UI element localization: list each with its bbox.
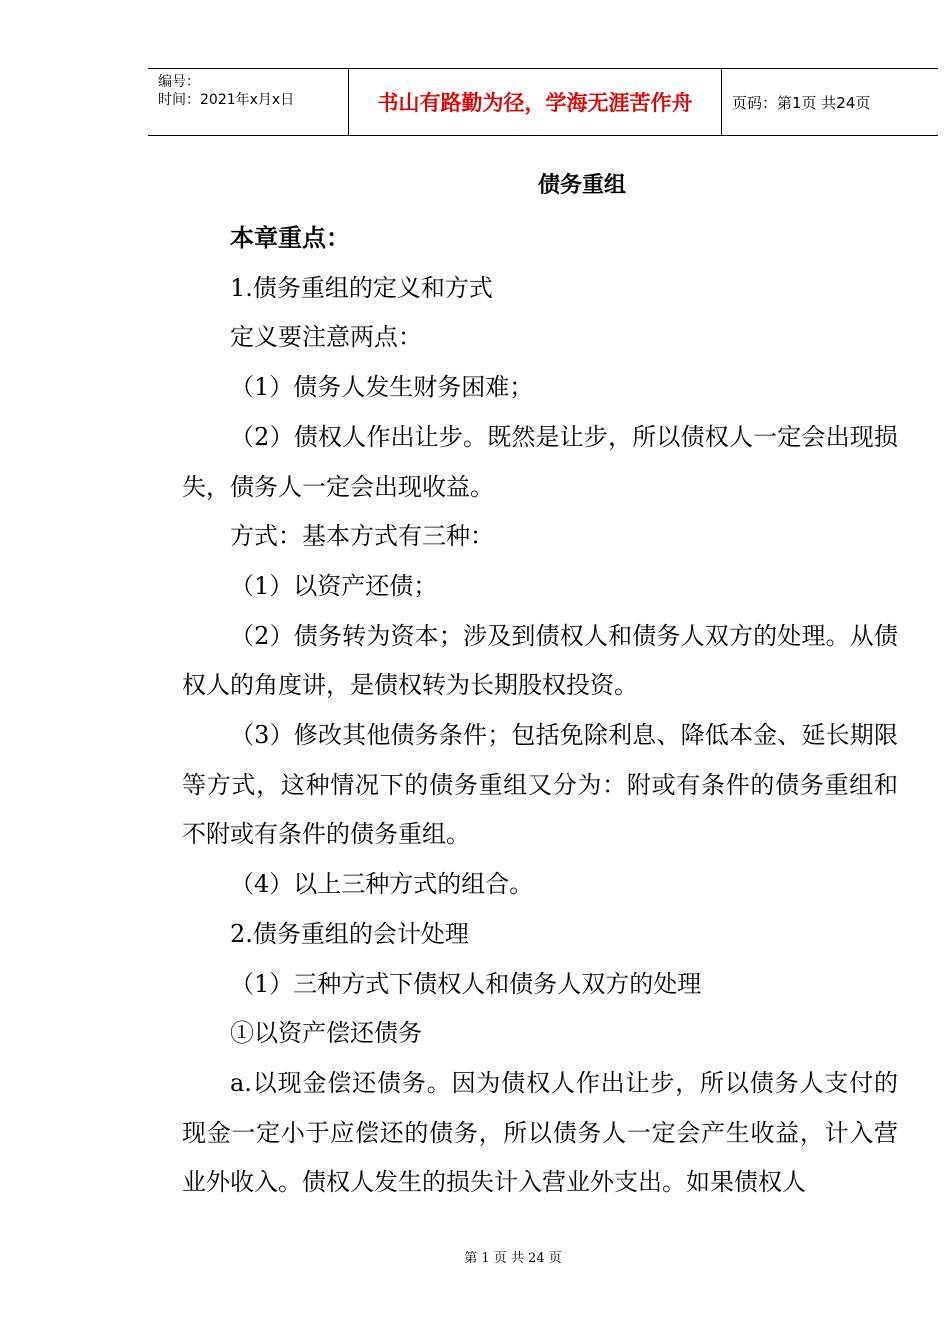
paragraph: 2.债务重组的会计处理 bbox=[230, 919, 469, 948]
page-footer: 第 1 页 共 24 页 bbox=[464, 1251, 562, 1266]
document-body bbox=[182, 214, 898, 1208]
paragraph: （1）三种方式下债权人和债务人双方的处理 bbox=[230, 969, 702, 998]
paragraph: ①以资产偿还债务 bbox=[230, 1019, 422, 1048]
paragraph: （1）债务人发生财务困难； bbox=[230, 373, 534, 402]
paragraph: 1.债务重组的定义和方式 bbox=[230, 273, 493, 302]
paragraph: 定义要注意两点： bbox=[230, 323, 422, 352]
paragraph: （3）修改其他债务条件；包括免除利息、降低本金、延长期限等方式，这种情况下的债务重组又分为：附或有条件的债务重组和不附或有条件的债务重组。 bbox=[182, 721, 898, 849]
paragraph: 本章重点： bbox=[230, 224, 350, 252]
paragraph: a.以现金偿还债务。因为债权人作出让步，所以债务人支付的现金一定小于应偿还的债务，所以债务人一定会产生收益，计入营业外收入。债权人发生的损失计入营业外支出。如果债权人 bbox=[182, 1068, 898, 1197]
page-header bbox=[148, 68, 938, 136]
document-time-label: 时间：2021年x月x日 bbox=[158, 92, 295, 108]
paragraph: 方式：基本方式有三种： bbox=[230, 522, 494, 551]
paragraph: （2）债务转为资本；涉及到债权人和债务人双方的处理。从债权人的角度讲，是债权转为长期股权投资。 bbox=[182, 621, 898, 700]
header-motto: 书山有路勤为径，学海无涯苦作舟 bbox=[349, 69, 722, 135]
document-title: 债务重组 bbox=[537, 173, 626, 198]
header-page-info: 页码：第1页 共24页 bbox=[732, 93, 871, 112]
paragraph: （2）债权人作出让步。既然是让步，所以债权人一定会出现损失，债务人一定会出现收益。 bbox=[182, 422, 898, 501]
header-meta bbox=[148, 69, 349, 135]
paragraph: （1）以资产还债； bbox=[230, 571, 438, 600]
document-number-label: 编号： bbox=[158, 74, 200, 90]
paragraph: （4）以上三种方式的组合。 bbox=[230, 870, 534, 899]
